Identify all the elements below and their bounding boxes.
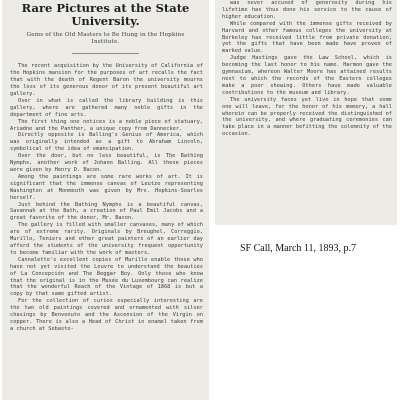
article-paragraph: Over in what is called the library building is this gallery, where are gathered many noble gifts in the department of fine arts. [10,97,203,118]
article-paragraph: The gallery is filled with smaller canvases, many of which are of extreme rarity. Originals by Breughel, Correggio, Murillo, Teniers and other great painters of an earlier day afford the students of the university frequent opportunity to become familiar with the work of masters. [10,222,203,256]
headline-divider [72,53,139,54]
article-paragraph: The university faces yet live in hope that some one will leave, for the honor of his memory, a hall wherein can be properly received the distinguished of the university, and where graduating ceremonies can take place in a manner befitting the solemnity of the occasion. [222,96,392,138]
article-subheading: Gems of the Old Masters to Be Hung in the Hopkins Institute. [26,32,185,46]
article-paragraph: Cannalette's excellent copies of Murillo enable those who have not yet visited the Louvre to understand the beauties of La Concepción and The Beggar Boy. Only those who know that the original is in the Musée du Luxembourg can realize that the wonderful Reach of the Vintage of 1868 is but a copy by that same gifted artist. [10,256,203,298]
article-paragraph: For the collection of curios especially interesting are the two old paintings covered and ornamented with silver chasings by Benvenuto and the Ascension of the Virgin on copper. There is also a Head of Christ in enamel taken from a church at Sebasto- [10,298,203,332]
right-column-body [215,0,397,138]
article-paragraph: Judge Hastings gave the Law School, which is becoming the last honor to his name. Harmon gave the gymnasium, whereon Walter Moore has attained results next to which the records of the Eastern colleges make a poor showing. Others have made valuable contributions to the museum and library. [222,55,392,96]
article-left-column [2,0,209,400]
article-paragraph: Just behind the Bathing Nymphs is a beautiful canvas, Savannah at the Bath, a creation of Paul Emil Jacobs and a great favorite of the donor, Mr. Bacon. [10,201,203,222]
article-right-column [215,0,397,225]
source-caption: SF Call, March 11, 1893, p.7 [240,243,357,254]
article-paragraph: was never accused of generosity during his lifetime has thus done his service to the cause of higher education. [222,0,392,20]
left-column-body [2,63,209,332]
article-paragraph: While compared with the immense gifts received by Harvard and other famous colleges the university at Berkeley has received little from private donation, yet the gifts that have been made have proven of marked value. [222,20,392,55]
article-headline: Rare Pictures at the State University. [21,1,190,28]
article-paragraph: Among the paintings are some rare works of art. It is significant that the immense canvas of Leutze representing Washington at Monmouth was given by Mrs. Hopkins-Searles herself. [10,173,203,201]
article-paragraph: The recent acquisition by the University of California of the Hopkins mansion for the purposes of art recalls the fact that with the death of Regent Baron the university mourns the loss of its generous donor of its present beautiful art gallery. [10,63,203,98]
article-paragraph: Directly opposite is Balling's Genius of America, which was originally intended as a gift to Abraham Lincoln, symbolical of the idea of emancipation. [10,132,203,153]
article-paragraph: Over the door, but no less beautiful, is The Bathing Nymphs, another work of Johann Balling. All these pieces were given by Henry D. Bacon. [10,153,203,173]
article-paragraph: The first thing one notices is a noble piece of statuary, Ariadne and the Panther, a unique copy from Dannecker. [10,118,203,132]
